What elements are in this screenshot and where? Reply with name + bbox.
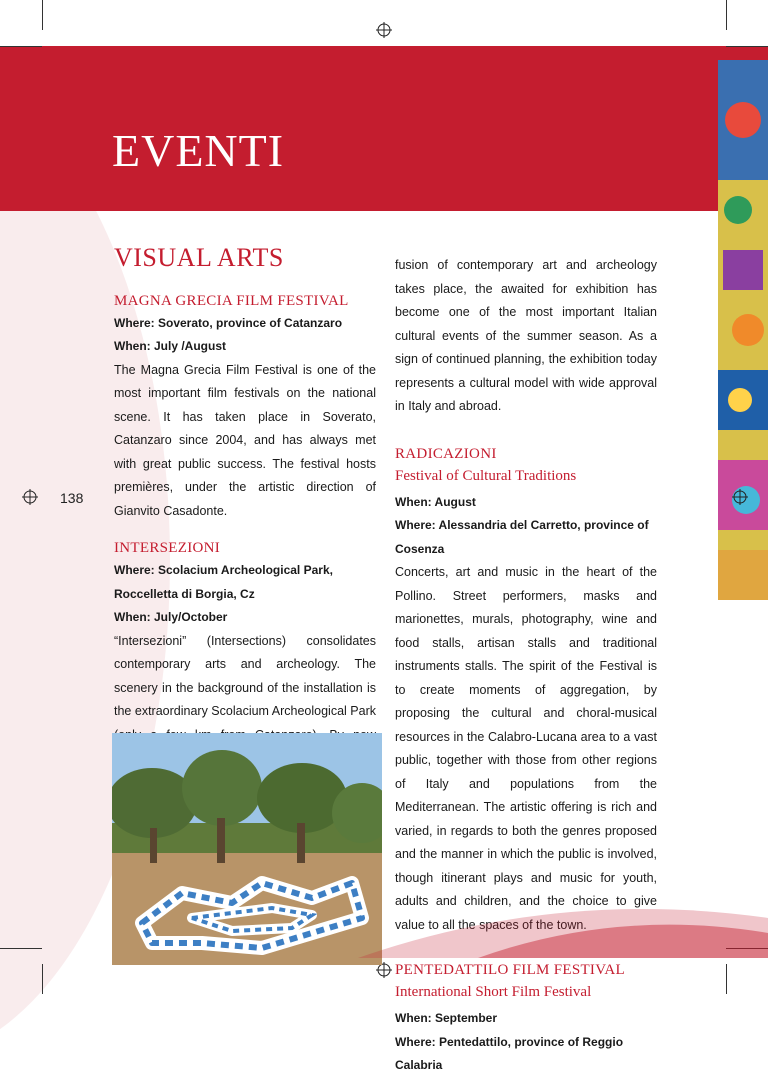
crop-mark xyxy=(726,46,768,47)
event-description-continued: fusion of contemporary art and archeology takes place, the awaited for exhibition has become one of the most important Italian cultural events of the summer season. As a sign of continued planning, the exhibition today represents a cultural model with wide approval in Italy and abroad. xyxy=(395,258,657,413)
crop-mark xyxy=(42,0,43,30)
registration-mark-icon xyxy=(22,489,38,505)
event-where: Where: Pentedattilo, province of Reggio Calabria xyxy=(395,1034,624,1072)
crop-mark xyxy=(726,0,727,30)
registration-mark-icon xyxy=(732,489,748,505)
event-when: When: September xyxy=(395,1011,498,1025)
event-where: Where: Soverato, province of Catanzaro xyxy=(114,315,343,330)
left-column xyxy=(114,243,376,771)
event-title-radicazioni: RADICAZIONI xyxy=(395,445,497,462)
page-number: 138 xyxy=(60,490,84,506)
event-when: When: July/October xyxy=(114,610,228,624)
event-title-magna-grecia: MAGNA GRECIA FILM FESTIVAL xyxy=(114,292,349,309)
event-description: The Magna Grecia Film Festival is one of the most important film festivals on the national scene. It has taken place in Soverato, Catanzaro since 2004, and has always met with great public success. The festival hosts premières, under the artistic direction of Gianvito Casadonte. xyxy=(114,362,376,518)
event-when: When: July /August xyxy=(114,339,226,353)
crop-mark xyxy=(42,964,43,994)
event-where: Where: Alessandria del Carretto, province of Cosenza xyxy=(395,518,649,556)
crop-mark xyxy=(0,46,42,47)
crop-mark xyxy=(0,948,42,949)
crop-mark xyxy=(726,964,727,994)
spacer xyxy=(395,419,657,443)
registration-mark-icon xyxy=(376,22,392,38)
event-where: Where: Scolacium Archeological Park, Roccelletta di Borgia, Cz xyxy=(114,563,333,601)
spacer xyxy=(114,523,376,537)
page-header-title: EVENTI xyxy=(112,125,285,176)
event-subtitle: Festival of Cultural Traditions xyxy=(395,467,577,484)
mural-strip-image xyxy=(718,60,768,600)
event-description: Concerts, art and music in the heart of the Pollino. Street performers, masks and marionettes, murals, photography, wine and food stalls, artisan stalls and traditional instruments stalls. The spirit of the Festival is to create moments of aggregation, by proposing the cultural and choral-musical resources in the Calabro-Lucana area to a vast public, together with those from other regions of Italy and populations from the Mediterranean. The artistic offering is rich and varied, in regards to both the genres proposed and the manner in which the public is involved, though itinerant plays and music for youth, adults and children, and the choice to give value to all the spaces of the town. xyxy=(395,565,657,932)
event-description: “Intersezioni” (Intersections) consolidates contemporary arts and archeology. The scenery in the background of the installation is the extraordinary Scolacium Archeological Park xyxy=(114,633,376,718)
bottom-decoration xyxy=(358,898,768,958)
event-when: When: August xyxy=(395,494,476,509)
section-title: VISUAL ARTS xyxy=(114,243,284,272)
installation-photo xyxy=(112,733,382,965)
event-title-intersezioni: INTERSEZIONI xyxy=(114,540,221,556)
event-title-pentedattilo: PENTEDATTILO FILM FESTIVAL xyxy=(395,962,626,978)
event-subtitle: International Short Film Festival xyxy=(395,984,592,1000)
